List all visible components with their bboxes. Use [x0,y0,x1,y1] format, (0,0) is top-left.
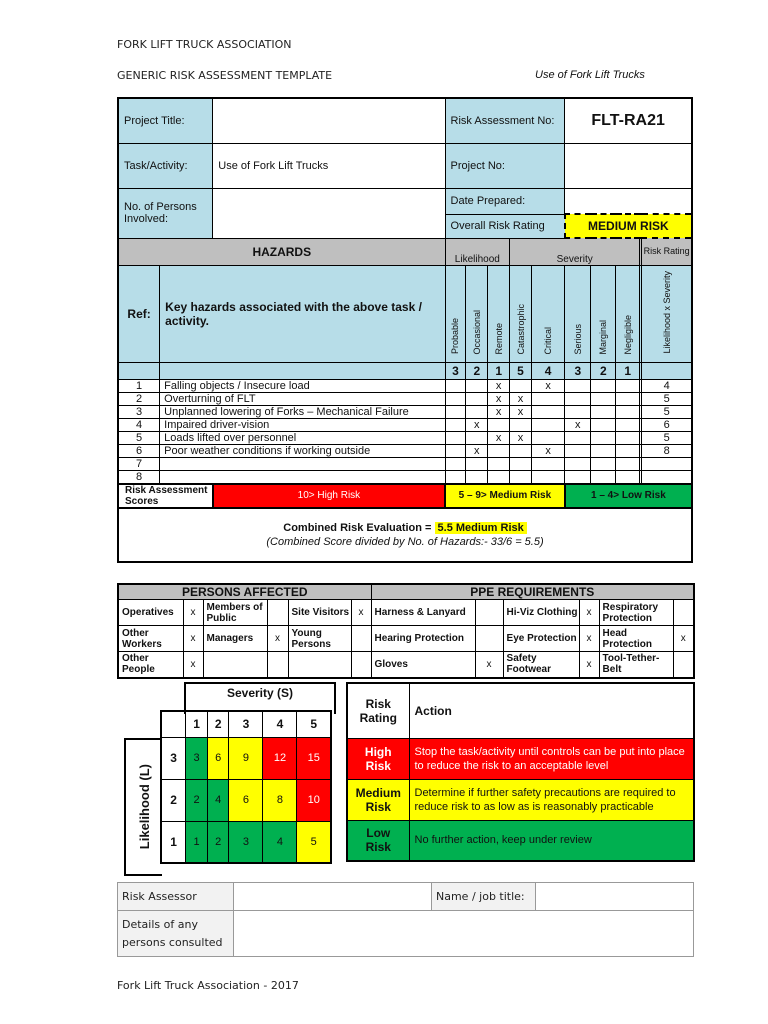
ppe-mark [475,600,503,626]
hazard-mark [591,418,616,431]
matrix-cell: 3 [186,737,208,779]
hazard-mark [488,444,510,457]
hazard-ref: 4 [118,418,160,431]
matrix-cell: 1 [186,821,208,863]
ppe-label: Hearing Protection [371,626,475,652]
footer-text: Fork Lift Truck Association - 2017 [117,979,299,992]
org-name: FORK LIFT TRUCK ASSOCIATION [117,38,292,51]
project-title-field[interactable] [213,98,445,143]
consulted-field[interactable] [234,911,694,957]
hazard-rating: 4 [642,379,692,392]
persons-label [288,652,351,678]
hazard-rating [642,470,692,484]
hazard-mark [591,405,616,418]
hazard-mark [531,431,564,444]
ra-number-value: FLT-RA21 [565,98,692,143]
column-header [445,265,466,362]
hazard-text: Loads lifted over personnel [160,431,445,444]
ppe-mark [673,652,694,678]
column-score: 5 [510,362,532,379]
column-header [466,265,488,362]
action-table [346,682,695,862]
hazard-ref: 3 [118,405,160,418]
hazard-mark [445,379,466,392]
hazard-mark [445,392,466,405]
hazard-text: Unplanned lowering of Forks – Mechanical Failure [160,405,445,418]
ppe-label: Head Protection [599,626,673,652]
doc-subject: Use of Fork Lift Trucks [535,69,645,81]
combined-prefix: Combined Risk Evaluation = [283,521,432,534]
hazard-mark [531,457,564,470]
ppe-mark: x [579,652,599,678]
matrix-cell: 8 [263,779,297,821]
column-header-label: Negligible [622,314,633,355]
severity-number: 4 [263,711,297,737]
persons-mark: x [183,600,203,626]
persons-mark: x [183,626,203,652]
hazard-mark [565,405,591,418]
project-no-field[interactable] [565,143,692,188]
ppe-mark: x [579,600,599,626]
hazard-mark [616,392,640,405]
hazard-row [118,418,692,431]
column-header [510,265,532,362]
matrix-row [161,779,331,821]
action-rating: Low Risk [347,820,409,861]
matrix-cell: 3 [229,821,263,863]
hazard-mark [445,457,466,470]
hazards-title: HAZARDS [118,238,445,265]
hazard-mark: x [488,392,510,405]
hazard-mark [591,470,616,484]
column-header-label: Serious [572,323,583,355]
combined-evaluation [118,508,692,562]
ppe-mark [475,626,503,652]
hazard-rating: 5 [642,405,692,418]
matrix-cell: 5 [297,821,331,863]
hazard-mark [616,444,640,457]
hazard-rating: 8 [642,444,692,457]
hazard-mark [445,444,466,457]
hazard-mark [531,405,564,418]
matrix-cell: 6 [229,779,263,821]
likelihood-header: Likelihood [445,238,510,265]
ref-header: Ref: [118,265,160,362]
hazard-mark [591,457,616,470]
action-text: Stop the task/activity until controls can be put into place to reduce the risk to an acceptable level [409,738,694,779]
action-row [347,779,694,820]
persons-involved-label: No. of Persons Involved: [118,188,213,238]
combined-value: 5.5 Medium Risk [435,522,527,534]
ppe-label: Gloves [371,652,475,678]
hazard-mark [488,418,510,431]
column-score: 3 [445,362,466,379]
persons-mark: x [351,600,371,626]
ppe-title: PPE REQUIREMENTS [371,584,694,600]
matrix-cell: 4 [207,779,229,821]
hazard-rating: 5 [642,392,692,405]
key-hazards-header: Key hazards associated with the above task / activity. [160,265,445,362]
persons-ppe-table [117,583,695,679]
matrix-cell: 10 [297,779,331,821]
hazard-mark [616,457,640,470]
persons-ppe-row [118,652,694,678]
hazard-mark [466,379,488,392]
hazard-mark [565,379,591,392]
risk-rating-header: Risk Rating [642,238,692,265]
hazard-mark: x [565,418,591,431]
rating-column-header [642,265,692,362]
action-header: Action [409,683,694,738]
severity-header: Severity [510,238,640,265]
persons-mark [267,652,288,678]
column-header-label: Critical [543,326,554,355]
hazard-mark [565,392,591,405]
ppe-label: Eye Protection [503,626,579,652]
hazard-mark [616,405,640,418]
risk-assessment-table [117,97,693,563]
column-score: 1 [616,362,640,379]
persons-label: Other Workers [118,626,183,652]
hazard-ref: 5 [118,431,160,444]
hazard-mark [616,379,640,392]
hazard-rating: 5 [642,431,692,444]
action-rating: High Risk [347,738,409,779]
persons-mark [351,626,371,652]
column-score: 3 [565,362,591,379]
column-header-label: Occasional [471,309,482,355]
action-text: No further action, keep under review [409,820,694,861]
hazard-mark [565,457,591,470]
overall-rating-label: Overall Risk Rating [445,214,565,238]
signoff-table [117,882,694,957]
matrix-cell: 12 [263,737,297,779]
column-header-label: Marginal [598,319,609,355]
hazard-row [118,444,692,457]
hazard-text: Impaired driver-vision [160,418,445,431]
matrix-row [161,737,331,779]
persons-label: Operatives [118,600,183,626]
ppe-mark: x [475,652,503,678]
hazard-mark [616,470,640,484]
ppe-label: Tool-Tether-Belt [599,652,673,678]
persons-label: Young Persons [288,626,351,652]
hazard-mark [591,444,616,457]
hazard-mark [466,431,488,444]
hazard-mark [565,470,591,484]
score-medium: 5 – 9> Medium Risk [445,484,565,508]
name-title-field[interactable] [536,883,694,911]
task-label: Task/Activity: [118,143,213,188]
hazard-mark: x [531,444,564,457]
hazard-mark [510,457,532,470]
hazard-ref: 6 [118,444,160,457]
hazard-mark [531,392,564,405]
hazard-mark [510,444,532,457]
column-header [488,265,510,362]
ppe-label: Safety Footwear [503,652,579,678]
ppe-label: Harness & Lanyard [371,600,475,626]
overall-rating-value: MEDIUM RISK [565,214,692,238]
hazard-mark [510,418,532,431]
hazard-mark [616,418,640,431]
hazard-mark [591,431,616,444]
hazard-row [118,379,692,392]
hazard-mark [591,392,616,405]
hazard-row [118,470,692,484]
persons-label: Other People [118,652,183,678]
hazard-mark [466,405,488,418]
ppe-label: Respiratory Protection [599,600,673,626]
hazard-mark [510,470,532,484]
hazard-mark: x [488,405,510,418]
scores-label: Risk Assessment Scores [118,484,213,508]
project-no-label: Project No: [445,143,565,188]
hazard-mark [466,392,488,405]
hazard-mark [466,457,488,470]
hazard-mark [445,431,466,444]
column-header-label: Remote [493,322,504,355]
matrix-cell: 4 [263,821,297,863]
persons-affected-title: PERSONS AFFECTED [118,584,371,600]
hazard-text: Overturning of FLT [160,392,445,405]
hazard-mark [591,379,616,392]
hazard-rating [642,457,692,470]
hazard-ref: 2 [118,392,160,405]
hazard-text: Poor weather conditions if working outside [160,444,445,457]
persons-ppe-row [118,626,694,652]
date-prepared-label: Date Prepared: [445,188,565,214]
persons-label: Managers [203,626,267,652]
hazard-ref: 8 [118,470,160,484]
hazard-mark: x [510,431,532,444]
hazard-mark [445,470,466,484]
persons-label: Members of Public [203,600,267,626]
hazard-mark [510,379,532,392]
assessor-field[interactable] [234,883,432,911]
hazard-row [118,392,692,405]
hazard-ref: 1 [118,379,160,392]
persons-label: Site Visitors [288,600,351,626]
likelihood-number: 1 [161,821,186,863]
ppe-mark: x [579,626,599,652]
score-low: 1 – 4> Low Risk [565,484,692,508]
column-header [616,265,640,362]
likelihood-number: 3 [161,737,186,779]
column-header-label: Catastrophic [515,303,526,355]
hazard-mark [445,405,466,418]
column-header [591,265,616,362]
project-title-label: Project Title: [118,98,213,143]
persons-mark [267,600,288,626]
action-text: Determine if further safety precautions are required to reduce risk to as low as is reasonably practicable [409,779,694,820]
persons-involved-field[interactable] [213,188,445,238]
action-rating: Medium Risk [347,779,409,820]
hazard-mark [565,444,591,457]
severity-title: Severity (S) [184,682,336,714]
action-row [347,738,694,779]
column-header-label: Probable [450,318,461,355]
doc-title: GENERIC RISK ASSESSMENT TEMPLATE [117,69,333,82]
ra-number-label: Risk Assessment No: [445,98,565,143]
hazard-mark [531,470,564,484]
column-score: 1 [488,362,510,379]
ppe-mark [673,600,694,626]
hazard-mark [616,431,640,444]
persons-label [203,652,267,678]
hazard-mark [488,470,510,484]
hazard-row [118,405,692,418]
column-header [565,265,591,362]
likelihood-title: Likelihood (L) [136,764,152,850]
task-value: Use of Fork Lift Trucks [213,143,445,188]
hazard-mark: x [488,379,510,392]
matrix-cell: 2 [186,779,208,821]
assessor-label: Risk Assessor [118,883,234,911]
likelihood-number: 2 [161,779,186,821]
rating-column-label: Likelihood x Severity [661,270,672,354]
matrix-cell: 6 [207,737,229,779]
hazard-mark [565,431,591,444]
hazard-text [160,470,445,484]
date-prepared-field[interactable] [565,188,692,214]
severity-number: 2 [207,711,229,737]
matrix-cell: 2 [207,821,229,863]
hazard-mark: x [510,405,532,418]
hazard-mark: x [510,392,532,405]
hazard-mark: x [531,379,564,392]
persons-mark [351,652,371,678]
persons-ppe-row [118,600,694,626]
hazard-mark: x [466,418,488,431]
hazard-mark: x [488,431,510,444]
severity-number: 5 [297,711,331,737]
severity-number: 3 [229,711,263,737]
ppe-label: Hi-Viz Clothing [503,600,579,626]
hazard-text: Falling objects / Insecure load [160,379,445,392]
ppe-mark: x [673,626,694,652]
hazard-mark: x [466,444,488,457]
hazard-rating: 6 [642,418,692,431]
hazard-row [118,457,692,470]
hazard-ref: 7 [118,457,160,470]
matrix-cell: 9 [229,737,263,779]
matrix-cell: 15 [297,737,331,779]
persons-mark: x [267,626,288,652]
column-score: 2 [591,362,616,379]
action-rating-header: Risk Rating [347,683,409,738]
name-title-label: Name / job title: [432,883,536,911]
score-high: 10> High Risk [213,484,445,508]
hazard-mark [466,470,488,484]
hazard-row [118,431,692,444]
action-row [347,820,694,861]
combined-note: (Combined Score divided by No. of Hazards:- 33/6 = 5.5) [266,535,544,548]
likelihood-title-box [124,738,162,876]
column-header [531,265,564,362]
risk-matrix [160,710,332,864]
consulted-label: Details of any persons consulted [118,911,234,957]
hazard-mark [445,418,466,431]
matrix-row [161,821,331,863]
column-score: 2 [466,362,488,379]
hazard-text [160,457,445,470]
hazard-mark [531,418,564,431]
hazard-mark [488,457,510,470]
persons-mark: x [183,652,203,678]
severity-number: 1 [186,711,208,737]
column-score: 4 [531,362,564,379]
